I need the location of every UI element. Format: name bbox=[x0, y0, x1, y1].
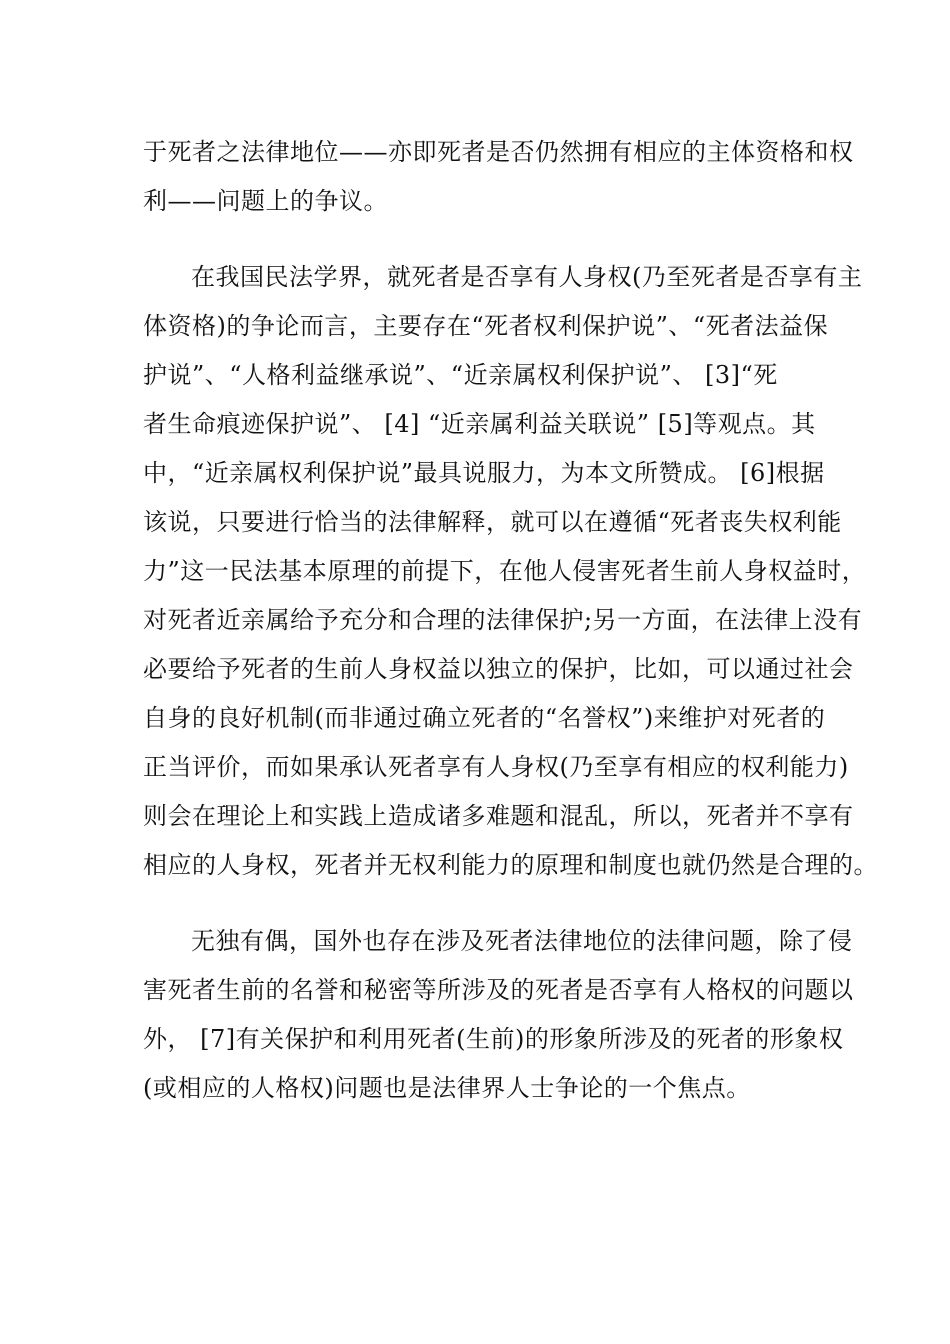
text-line: 对死者近亲属给予充分和合理的法律保护;另一方面，在法律上没有 bbox=[143, 606, 863, 634]
text-line: 中，“近亲属权利保护说”最具说服力，为本文所赞成。 [6]根据 bbox=[143, 459, 825, 487]
text-line: 者生命痕迹保护说”、 [4] “近亲属利益关联说” [5]等观点。其 bbox=[143, 410, 816, 438]
text-line: 外， [7]有关保护和利用死者(生前)的形象所涉及的死者的形象权 bbox=[143, 1025, 844, 1053]
text-line: 该说，只要进行恰当的法律解释，就可以在遵循“死者丧失权利能 bbox=[143, 508, 842, 536]
text-line: (或相应的人格权)问题也是法律界人士争论的一个焦点。 bbox=[143, 1074, 751, 1102]
text-line: 正当评价，而如果承认死者享有人身权(乃至享有相应的权利能力) bbox=[143, 753, 849, 781]
text-line: 必要给予死者的生前人身权益以独立的保护，比如，可以通过社会 bbox=[143, 655, 854, 683]
text-line: 无独有偶，国外也存在涉及死者法律地位的法律问题，除了侵 bbox=[191, 927, 853, 955]
text-line: 自身的良好机制(而非通过确立死者的“名誉权”)来维护对死者的 bbox=[143, 704, 826, 732]
text-line: 于死者之法律地位——亦即死者是否仍然拥有相应的主体资格和权 bbox=[143, 138, 854, 166]
text-line: 在我国民法学界，就死者是否享有人身权(乃至死者是否享有主 bbox=[191, 263, 863, 291]
text-line: 护说”、“人格利益继承说”、“近亲属权利保护说”、 [3]“死 bbox=[143, 361, 778, 389]
text-line: 利——问题上的争议。 bbox=[143, 187, 388, 215]
text-line: 害死者生前的名誉和秘密等所涉及的死者是否享有人格权的问题以 bbox=[143, 976, 854, 1004]
text-line: 则会在理论上和实践上造成诸多难题和混乱，所以，死者并不享有 bbox=[143, 802, 854, 830]
text-line: 力”这一民法基本原理的前提下，在他人侵害死者生前人身权益时， bbox=[143, 557, 867, 585]
text-line: 体资格)的争论而言，主要存在“死者权利保护说”、“死者法益保 bbox=[143, 312, 829, 340]
text-line: 相应的人身权，死者并无权利能力的原理和制度也就仍然是合理的。 bbox=[143, 851, 878, 879]
